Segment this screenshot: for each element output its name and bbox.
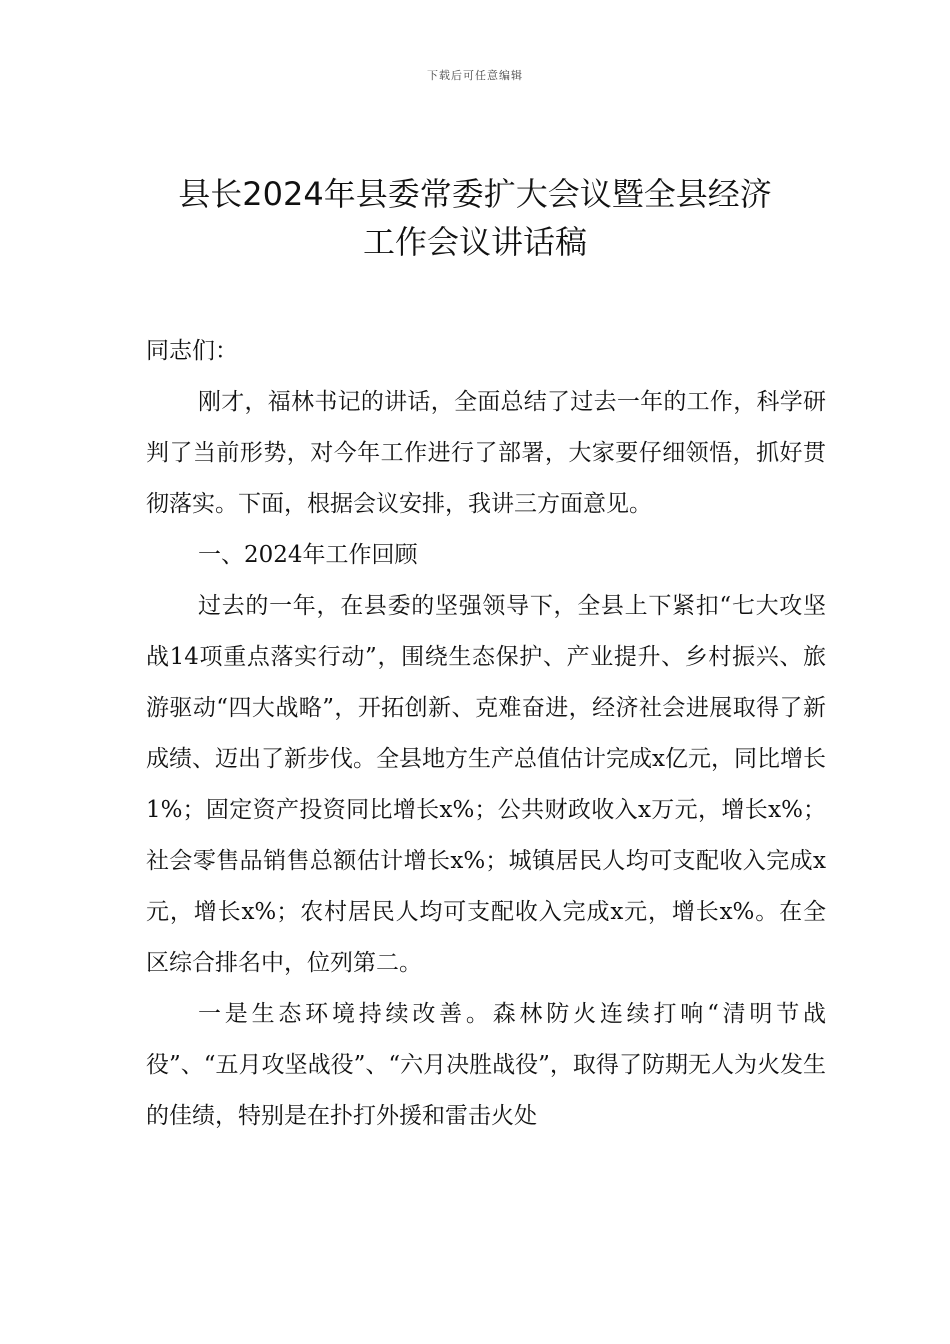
document-title (100, 170, 850, 266)
paragraph-intro: 刚才，福林书记的讲话，全面总结了过去一年的工作，科学研判了当前形势，对今年工作进行了部署，大家要仔细领悟，抓好贯彻落实。下面，根据会议安排，我讲三方面意见。 (146, 389, 826, 517)
title-line-1: 县长2024年县委常委扩大会议暨全县经济 (178, 175, 772, 213)
header-note: 下载后可任意编辑 (427, 69, 523, 82)
paragraph-ecology: 一是生态环境持续改善。森林防火连续打响“清明节战役”、“五月攻坚战役”、“六月决胜战役”，取得了防期无人为火发生的佳绩，特别是在扑打外援和雷击火处 (146, 1001, 826, 1129)
document-body (146, 326, 826, 1142)
section-heading-1: 一、2024年工作回顾 (198, 542, 418, 568)
title-line-2: 工作会议讲话稿 (362, 223, 587, 261)
salutation: 同志们： (146, 338, 238, 364)
paragraph-review: 过去的一年，在县委的坚强领导下，全县上下紧扣“七大攻坚战14项重点落实行动”，围绕生态保护、产业提升、乡村振兴、旅游驱动“四大战略”，开拓创新、克难奋进，经济社会进展取得了新成绩、迈出了新步伐。全县地方生产总值估计完成x亿元，同比增长1%；固定资产投资同比增长x%；公共财政收入x万元，增长x%；社会零售品销售总额估计增长x%；城镇居民人均可支配收入完成x元，增长x%；农村居民人均可支配收入完成x元，增长x%。在全区综合排名中，位列第二。 (146, 593, 826, 976)
